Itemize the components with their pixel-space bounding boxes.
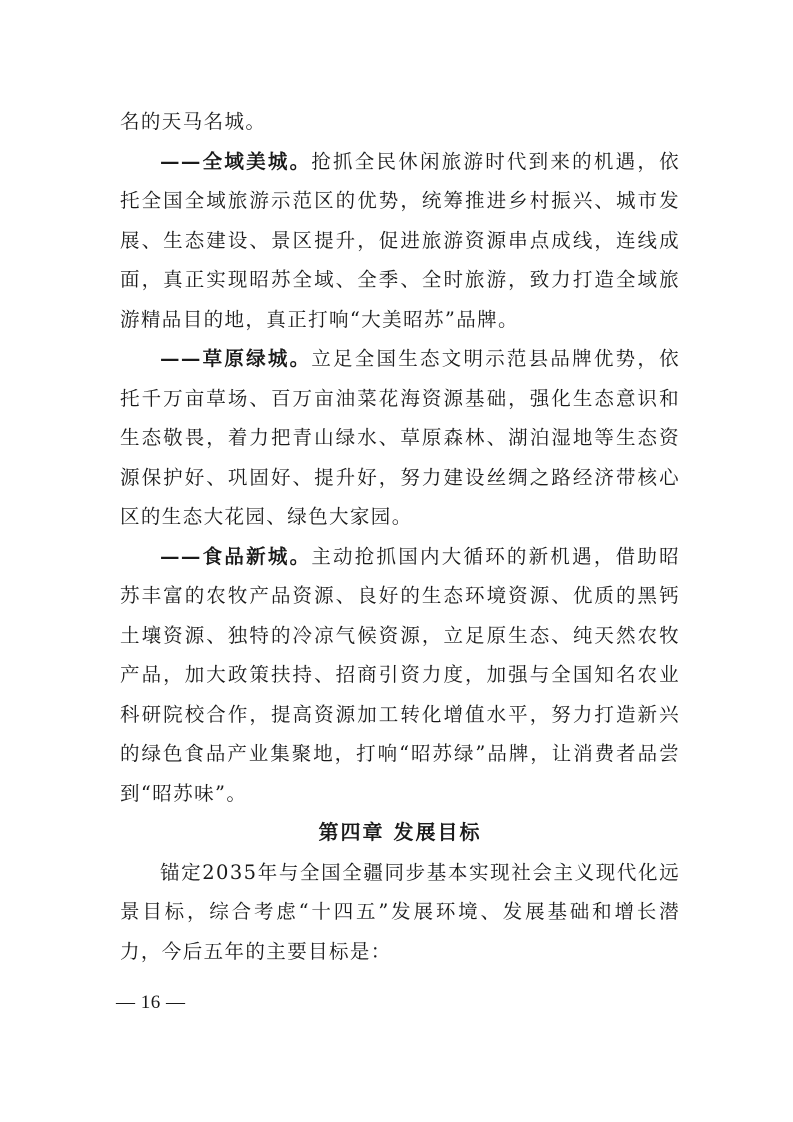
document-body: [120, 102, 680, 971]
section-body-quanyu: 抢抓全民休闲旅游时代到来的机遇，依托全国全域旅游示范区的优势，统筹推进乡村振兴、城市发展、生态建设、景区提升，促进旅游资源串点成线，连线成面，真正实现昭苏全域、全季、全时旅游，致力打造全域旅游精品目的地，真正打响“大美昭苏”品牌。: [120, 149, 680, 331]
chapter-heading: 第四章 发展目标: [318, 820, 482, 844]
section-lead-quanyu: ——全域美城。: [160, 149, 312, 173]
section-paragraph-quanyu: [120, 142, 680, 340]
continuation-paragraph: 名的天马名城。: [120, 110, 267, 133]
section-body-caoyuan: 立足全国生态文明示范县品牌优势，依托千万亩草场、百万亩油菜花海资源基础，强化生态意识和生态敬畏，着力把青山绿水、草原森林、湖泊湿地等生态资源保护好、巩固好、提升好，努力建设丝绸之路经济带核心区的生态大花园、绿色大家园。: [120, 347, 680, 528]
chapter-intro-paragraph: 锚定2035年与全国全疆同步基本实现社会主义现代化远景目标，综合考虑“十四五”发展环境、发展基础和增长潜力，今后五年的主要目标是：: [120, 860, 680, 963]
section-paragraph-shipin: [120, 537, 680, 814]
section-paragraph-caoyuan: [120, 339, 680, 537]
section-lead-caoyuan: ——草原绿城。: [160, 347, 312, 370]
page-number: — 16 —: [116, 992, 186, 1013]
section-body-shipin: 主动抢抓国内大循环的新机遇，借助昭苏丰富的农牧产品资源、良好的生态环境资源、优质的黑钙土壤资源、独特的冷凉气候资源，立足原生态、纯天然农牧产品，加大政策扶持、招商引资力度，加强与全国知名农业科研院校合作，提高资源加工转化增值水平，努力打造新兴的绿色食品产业集聚地，打响“昭苏绿”品牌，让消费者品尝到“昭苏味”。: [120, 544, 680, 805]
section-lead-shipin: ——食品新城。: [160, 544, 312, 568]
